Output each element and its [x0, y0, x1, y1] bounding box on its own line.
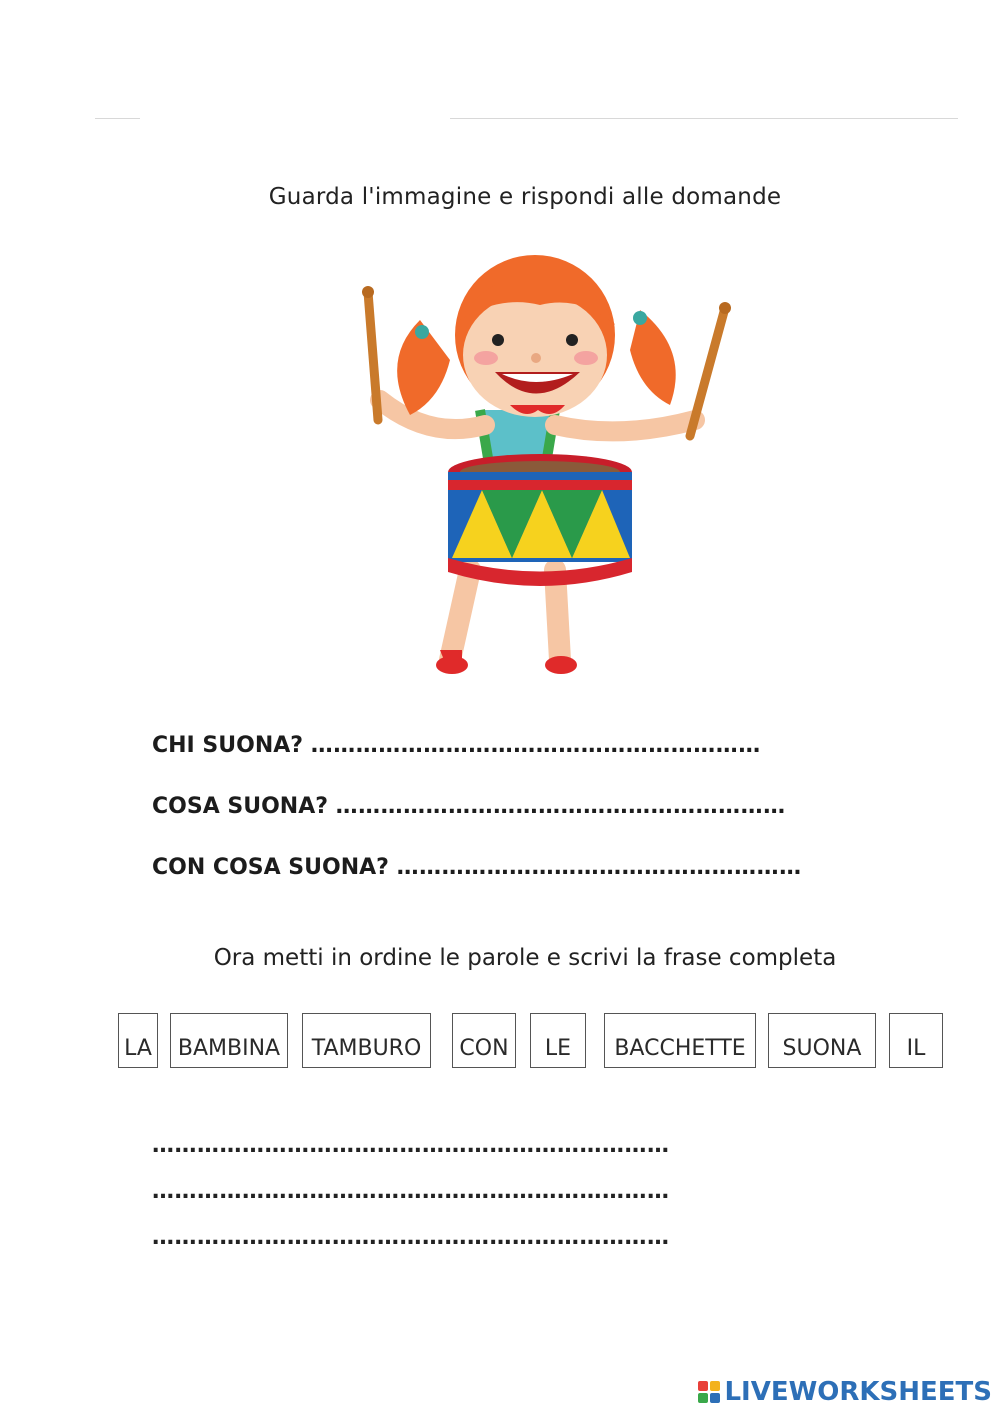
question-label: CHI SUONA?	[152, 733, 304, 758]
header-divider-left	[95, 118, 140, 119]
word-box[interactable]: LA	[118, 1013, 158, 1068]
question-what-plays	[152, 794, 786, 819]
word-box[interactable]: SUONA	[768, 1013, 876, 1068]
word-box[interactable]: BAMBINA	[170, 1013, 288, 1068]
word-box[interactable]: LE	[530, 1013, 586, 1068]
page-title: Guarda l'immagine e rispondi alle domande	[268, 184, 782, 210]
sentence-answer-line[interactable]: ……………………………………………………………	[152, 1133, 670, 1158]
word-box[interactable]: TAMBURO	[302, 1013, 431, 1068]
answer-blank[interactable]: ……………………………………………………	[335, 794, 786, 819]
word-box[interactable]: CON	[452, 1013, 516, 1068]
word-box[interactable]: IL	[889, 1013, 943, 1068]
question-label: COSA SUONA?	[152, 794, 328, 819]
liveworksheets-logo	[698, 1377, 992, 1407]
answer-blank[interactable]: ……………………………………………………	[310, 733, 761, 758]
answer-blank[interactable]: ………………………………………………	[396, 855, 802, 880]
logo-text: LIVEWORKSHEETS	[724, 1377, 992, 1407]
sentence-answer-line[interactable]: ……………………………………………………………	[152, 1225, 670, 1250]
word-box[interactable]: BACCHETTE	[604, 1013, 756, 1068]
header-divider-right	[450, 118, 958, 119]
question-who-plays	[152, 733, 761, 758]
sentence-answer-line[interactable]: ……………………………………………………………	[152, 1179, 670, 1204]
question-with-what	[152, 855, 802, 880]
section-instruction: Ora metti in ordine le parole e scrivi la frase completa	[213, 945, 837, 971]
logo-icon	[698, 1381, 720, 1403]
girl-playing-drum-illustration	[340, 240, 740, 690]
question-label: CON COSA SUONA?	[152, 855, 389, 880]
